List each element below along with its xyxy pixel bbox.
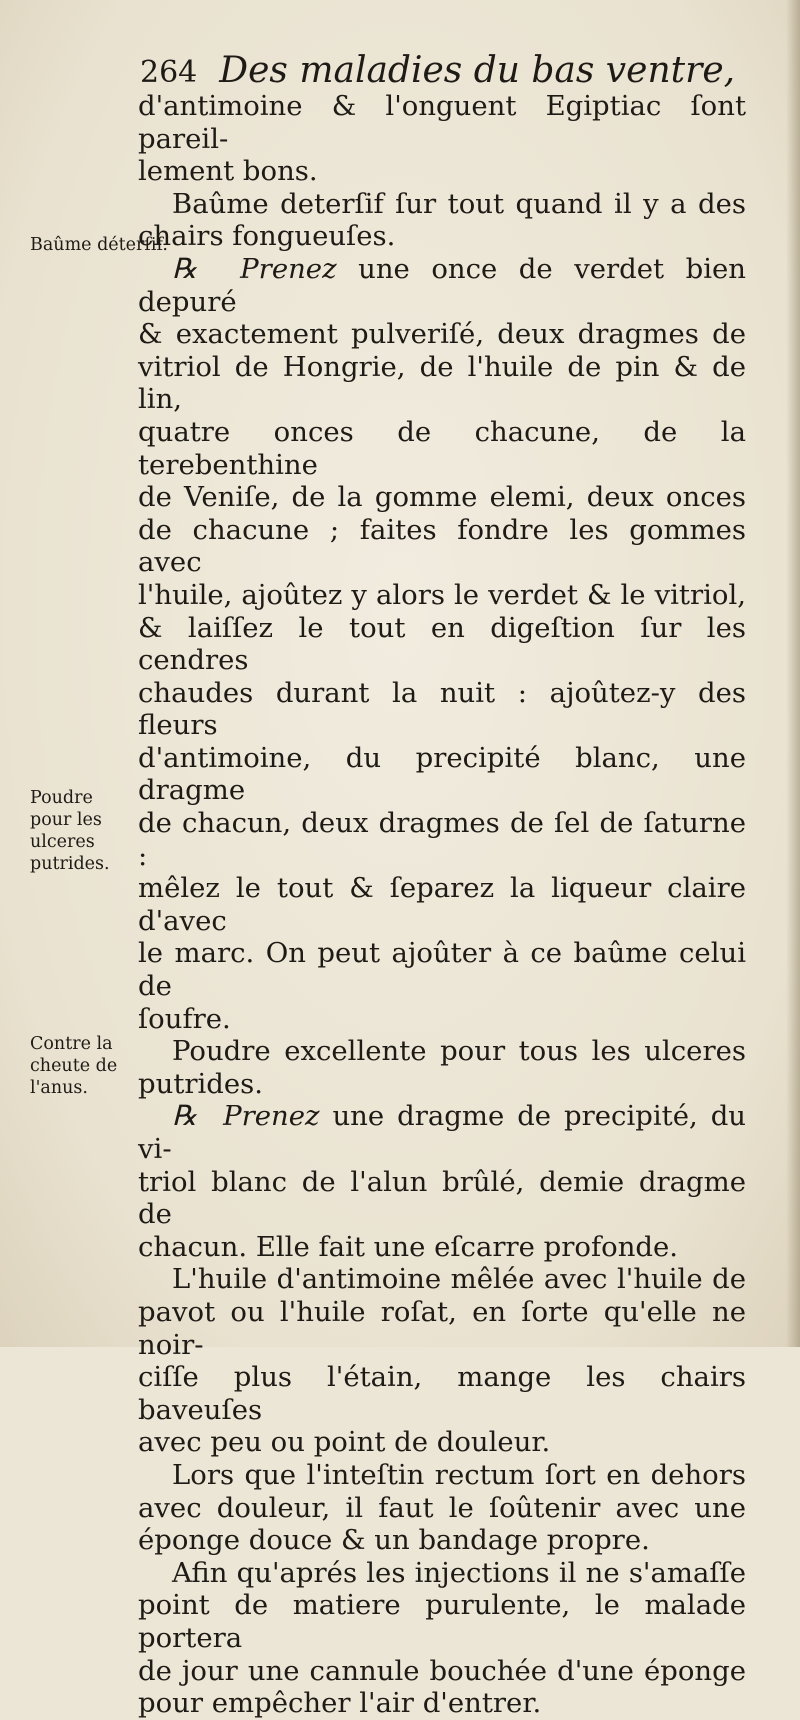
text-line: L'huile d'antimoine mêlée avec l'huile de bbox=[172, 1263, 746, 1296]
text-line: de jour une cannule bouchée d'une éponge bbox=[138, 1654, 746, 1687]
text-line: ciſſe plus l'étain, mange les chairs baveuſes bbox=[138, 1361, 746, 1426]
recipe-symbol: ℞ bbox=[172, 1099, 198, 1133]
text-line: ℞ Prenez une once de verdet bien depuré bbox=[138, 251, 746, 318]
text-line: pavot ou l'huile roſat, en ſorte qu'elle ne noir- bbox=[138, 1295, 746, 1361]
text-line: de chacune ; faites fondre les gommes avec bbox=[138, 513, 746, 579]
text-line: d'antimoine & l'onguent Egiptiac ſont pareil- bbox=[138, 90, 746, 155]
text-line: quatre onces de chacune, de la terebenthine bbox=[138, 415, 746, 481]
text-line: lement bons. bbox=[138, 155, 318, 188]
recipe-symbol: ℞ bbox=[172, 251, 198, 285]
text-line: putrides. bbox=[138, 1067, 264, 1100]
text-line: & exactement pulveriſé, deux dragmes de bbox=[138, 318, 746, 351]
text-line: Afin qu'aprés les injections il ne s'amaſſe bbox=[172, 1556, 746, 1589]
text-line: l'huile, ajoûtez y alors le verdet & le vitriol, bbox=[138, 578, 746, 611]
marginal-note-cheute: Contre la cheute de l'anus. bbox=[30, 1034, 118, 1098]
page-edge-shadow bbox=[786, 0, 800, 1347]
text-line: le marc. On peut ajoûter à ce baûme celui de bbox=[138, 937, 746, 1003]
text-line: ℞ Prenez une dragme de precipité, du vi- bbox=[138, 1099, 747, 1165]
text-line: éponge douce & un bandage propre. bbox=[138, 1524, 650, 1557]
text-line: vitriol de Hongrie, de l'huile de pin & de lin, bbox=[138, 350, 746, 416]
text-line: avec douleur, il faut le ſoûtenir avec une bbox=[138, 1491, 746, 1524]
prenez-word: Prenez bbox=[240, 252, 337, 285]
running-title: Des maladies du bas ventre, bbox=[219, 50, 736, 91]
text-line: chaudes durant la nuit : ajoûtez-y des fleurs bbox=[138, 676, 746, 742]
marginal-note-poudre: Poudre pour les ulceres putrides. bbox=[30, 788, 110, 874]
text-line: point de matiere purulente, le malade portera bbox=[138, 1589, 746, 1654]
prenez-word: Prenez bbox=[223, 1100, 320, 1133]
body-text bbox=[138, 90, 746, 1720]
marginal-note-baume: Baûme déterſif. bbox=[30, 235, 168, 255]
text-line: Baûme deterſif ſur tout quand il y a des bbox=[172, 187, 746, 220]
text-line: mêlez le tout & ſeparez la liqueur claire d'avec bbox=[138, 872, 746, 937]
text-line: pour empêcher l'air d'entrer. bbox=[138, 1687, 542, 1720]
text-line: & laiſſez le tout en digeſtion ſur les cendres bbox=[138, 611, 746, 677]
text-line: avec peu ou point de douleur. bbox=[138, 1426, 551, 1459]
text-line: de Veniſe, de la gomme elemi, deux onces bbox=[138, 481, 746, 514]
text-line: Lors que l'inteſtin rectum ſort en dehors bbox=[172, 1458, 746, 1491]
text-line: triol blanc de l'alun brûlé, demie dragme de bbox=[138, 1165, 746, 1231]
page-number: 264 bbox=[140, 55, 198, 90]
page-header bbox=[140, 44, 740, 94]
text-line: de chacun, deux dragmes de ſel de ſaturne : bbox=[138, 807, 746, 872]
text-line: chairs fongueuſes. bbox=[138, 220, 396, 253]
text-line: chacun. Elle fait une eſcarre profonde. bbox=[138, 1230, 679, 1263]
text-line: d'antimoine, du precipité blanc, une dragme bbox=[138, 741, 746, 807]
text-line: Poudre excellente pour tous les ulceres bbox=[172, 1035, 746, 1068]
text-line: ſoufre. bbox=[138, 1002, 231, 1035]
